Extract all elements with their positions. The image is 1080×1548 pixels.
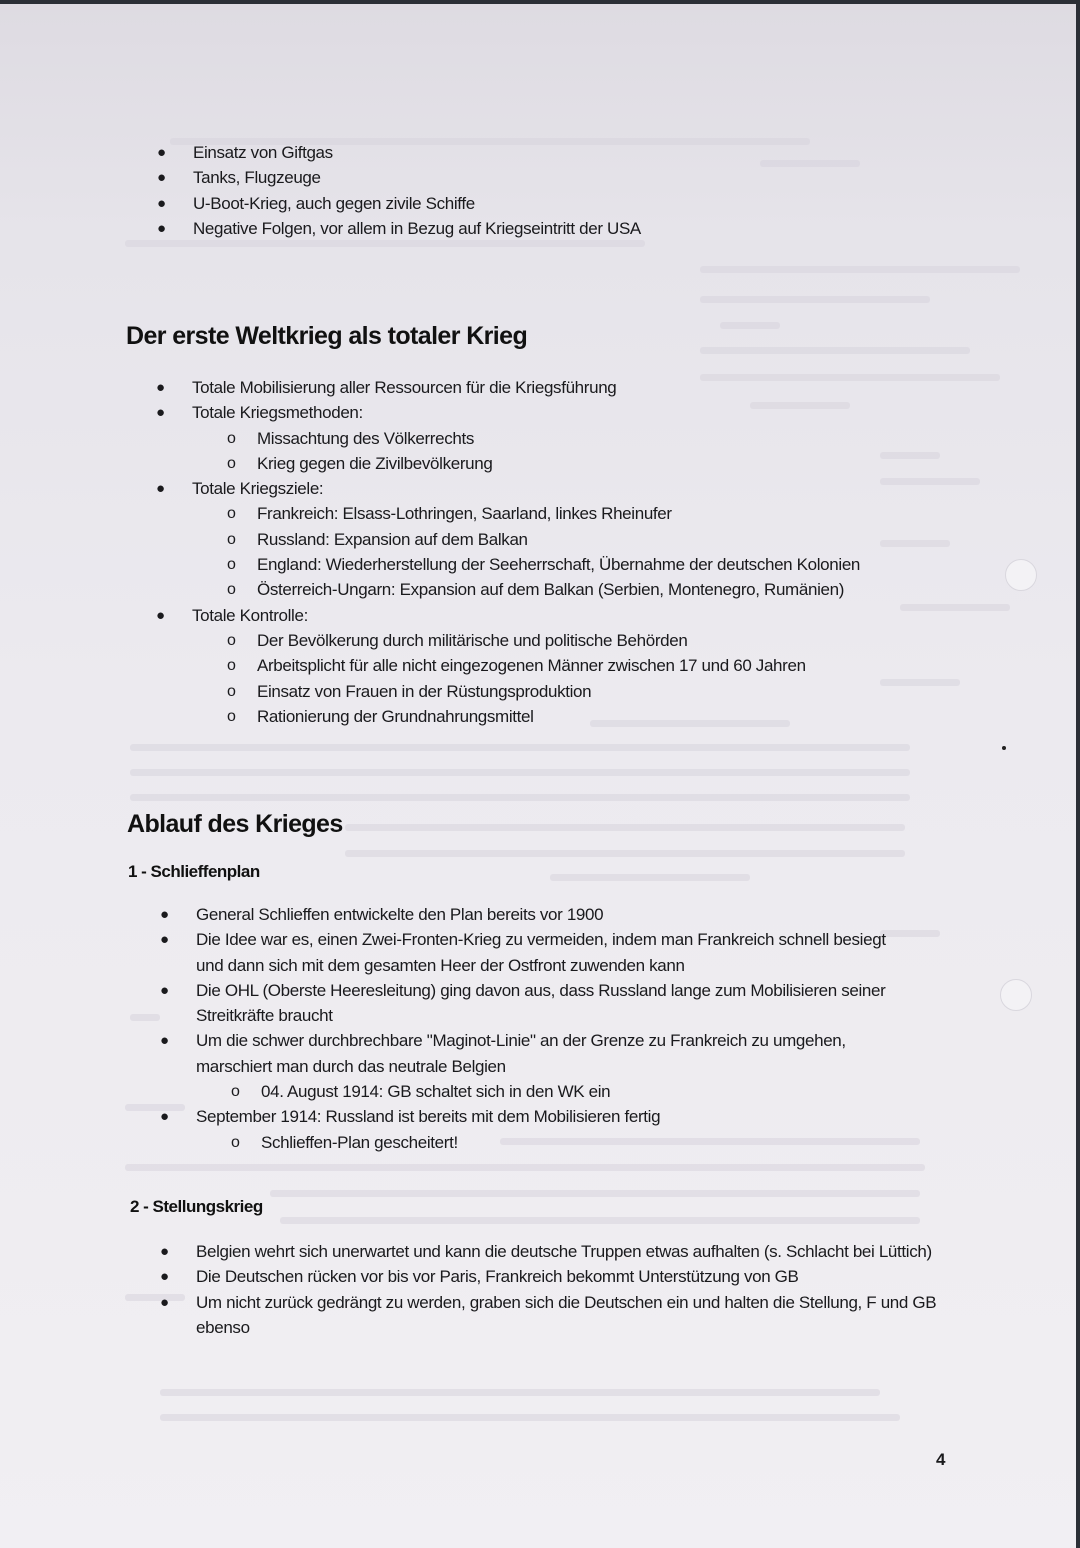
list-item: ● Totale Mobilisierung aller Ressourcen für die Kriegsführung	[192, 375, 860, 400]
bullet-icon: ●	[157, 194, 166, 212]
list-item: ● Um nicht zurück gedrängt zu werden, graben sich die Deutschen ein und halten die Stellung, F und GB ebenso	[196, 1290, 948, 1341]
sublist-item: o Schlieffen-Plan gescheitert!	[261, 1130, 956, 1155]
sublist-item: o Einsatz von Frauen in der Rüstungsproduktion	[257, 679, 860, 704]
list-item: ● Belgien wehrt sich unerwartet und kann die deutsche Truppen etwas aufhalten (s. Schlacht bei Lüttich)	[196, 1239, 951, 1264]
punch-hole	[1000, 979, 1032, 1011]
intro-list	[157, 140, 641, 241]
list-item: ● Totale Kontrolle: o Der Bevölkerung durch militärische und politische Behörden o Arbeitsplicht für alle nicht eingezogenen Männer zwischen 17 und 60 Jahren o Einsatz von Frauen in der Rüstungsproduktion o Rationierung der Grundnahrungsmittel	[192, 603, 860, 729]
list-item: ● Die Deutschen rücken vor bis vor Paris, Frankreich bekommt Unterstützung von GB	[196, 1264, 956, 1289]
circle-bullet-icon: o	[231, 1133, 240, 1151]
bullet-icon: ●	[160, 1243, 169, 1260]
schlieffenplan-list	[160, 902, 956, 1155]
bullet-icon: ●	[160, 981, 169, 999]
bullet-icon: ●	[160, 906, 169, 923]
bullet-icon: ●	[157, 169, 166, 187]
circle-bullet-icon: o	[227, 505, 236, 523]
sublist-item: o Österreich-Ungarn: Expansion auf dem Balkan (Serbien, Montenegro, Rumänien)	[257, 577, 860, 602]
list-item: ● Um die schwer durchbrechbare "Maginot-Linie" an der Grenze zu Frankreich zu umgehen, marschiert man durch das neutrale Belgien o 04. August 1914: GB schaltet sich in den WK ein	[196, 1028, 921, 1104]
bullet-icon: ●	[160, 931, 169, 949]
punch-hole	[1005, 559, 1037, 591]
total-war-list	[156, 375, 861, 729]
sublist	[192, 628, 860, 729]
sublist-item: o Russland: Expansion auf dem Balkan	[257, 527, 860, 552]
list-item: ● September 1914: Russland ist bereits mit dem Mobilisieren fertig o Schlieffen-Plan gescheitert!	[196, 1104, 956, 1155]
bullet-icon: ●	[157, 219, 166, 237]
circle-bullet-icon: o	[227, 631, 236, 649]
sublist-item: o 04. August 1914: GB schaltet sich in den WK ein	[261, 1079, 921, 1104]
page-number: 4	[936, 1450, 946, 1469]
circle-bullet-icon: o	[227, 657, 236, 675]
sublist-item: o Frankreich: Elsass-Lothringen, Saarland, linkes Rheinufer	[257, 501, 860, 526]
bullet-icon: ●	[160, 1032, 169, 1050]
bullet-icon: ●	[157, 144, 166, 161]
circle-bullet-icon: o	[227, 429, 236, 447]
stellungskrieg-list	[160, 1239, 956, 1340]
sublist-item: o England: Wiederherstellung der Seeherrschaft, Übernahme der deutschen Kolonien	[257, 552, 860, 577]
circle-bullet-icon: o	[231, 1083, 240, 1101]
section-heading-course: Ablauf des Krieges	[127, 810, 343, 838]
circle-bullet-icon: o	[227, 581, 236, 599]
sublist-item: o Missachtung des Völkerrechts	[257, 426, 860, 451]
bullet-icon: ●	[160, 1268, 169, 1286]
list-item: ● U-Boot-Krieg, auch gegen zivile Schiffe	[193, 191, 641, 216]
sublist-item: o Krieg gegen die Zivilbevölkerung	[257, 451, 860, 476]
sublist	[196, 1130, 956, 1155]
circle-bullet-icon: o	[227, 454, 236, 472]
bullet-icon: ●	[160, 1293, 169, 1311]
circle-bullet-icon: o	[227, 556, 236, 574]
section-heading-total-war: Der erste Weltkrieg als totaler Krieg	[126, 322, 528, 350]
bullet-icon: ●	[156, 480, 165, 498]
ink-speck	[1002, 746, 1006, 750]
sublist	[192, 426, 860, 477]
circle-bullet-icon: o	[227, 682, 236, 700]
list-item: ● Totale Kriegsmethoden: o Missachtung des Völkerrechts o Krieg gegen die Zivilbevölkerung	[192, 400, 860, 476]
subsection-heading-schlieffenplan: 1 - Schlieffenplan	[128, 862, 260, 881]
document-page	[0, 4, 1076, 1548]
bullet-icon: ●	[160, 1108, 169, 1126]
bullet-icon: ●	[156, 379, 165, 396]
sublist-item: o Der Bevölkerung durch militärische und politische Behörden	[257, 628, 860, 653]
list-item: ● Negative Folgen, vor allem in Bezug auf Kriegseintritt der USA	[193, 216, 641, 241]
sublist	[192, 501, 860, 602]
list-item: ● General Schlieffen entwickelte den Plan bereits vor 1900	[196, 902, 956, 927]
subsection-heading-stellungskrieg: 2 - Stellungskrieg	[130, 1197, 263, 1216]
bullet-icon: ●	[156, 404, 165, 422]
circle-bullet-icon: o	[227, 707, 236, 725]
circle-bullet-icon: o	[227, 530, 236, 548]
sublist-item: o Rationierung der Grundnahrungsmittel	[257, 704, 860, 729]
list-item: ● Die OHL (Oberste Heeresleitung) ging davon aus, dass Russland lange zum Mobilisieren seiner Streitkräfte braucht	[196, 978, 948, 1029]
list-item: ● Totale Kriegsziele: o Frankreich: Elsass-Lothringen, Saarland, linkes Rheinufer o Russland: Expansion auf dem Balkan o England: Wiederherstellung der Seeherrschaft, Übernahme der deutschen Kolonien o Österreich-Ungarn: Expansion auf dem Balkan (Serbien, Montenegro, Rumänien)	[192, 476, 860, 602]
sublist	[196, 1079, 921, 1104]
list-item: ● Tanks, Flugzeuge	[193, 165, 641, 190]
list-item: ● Die Idee war es, einen Zwei-Fronten-Krieg zu vermeiden, indem man Frankreich schnell besiegt und dann sich mit dem gesamten Heer der Ostfront zuwenden kann	[196, 927, 896, 978]
list-item: ● Einsatz von Giftgas	[193, 140, 641, 165]
bullet-icon: ●	[156, 606, 165, 624]
sublist-item: o Arbeitsplicht für alle nicht eingezogenen Männer zwischen 17 und 60 Jahren	[257, 653, 860, 678]
